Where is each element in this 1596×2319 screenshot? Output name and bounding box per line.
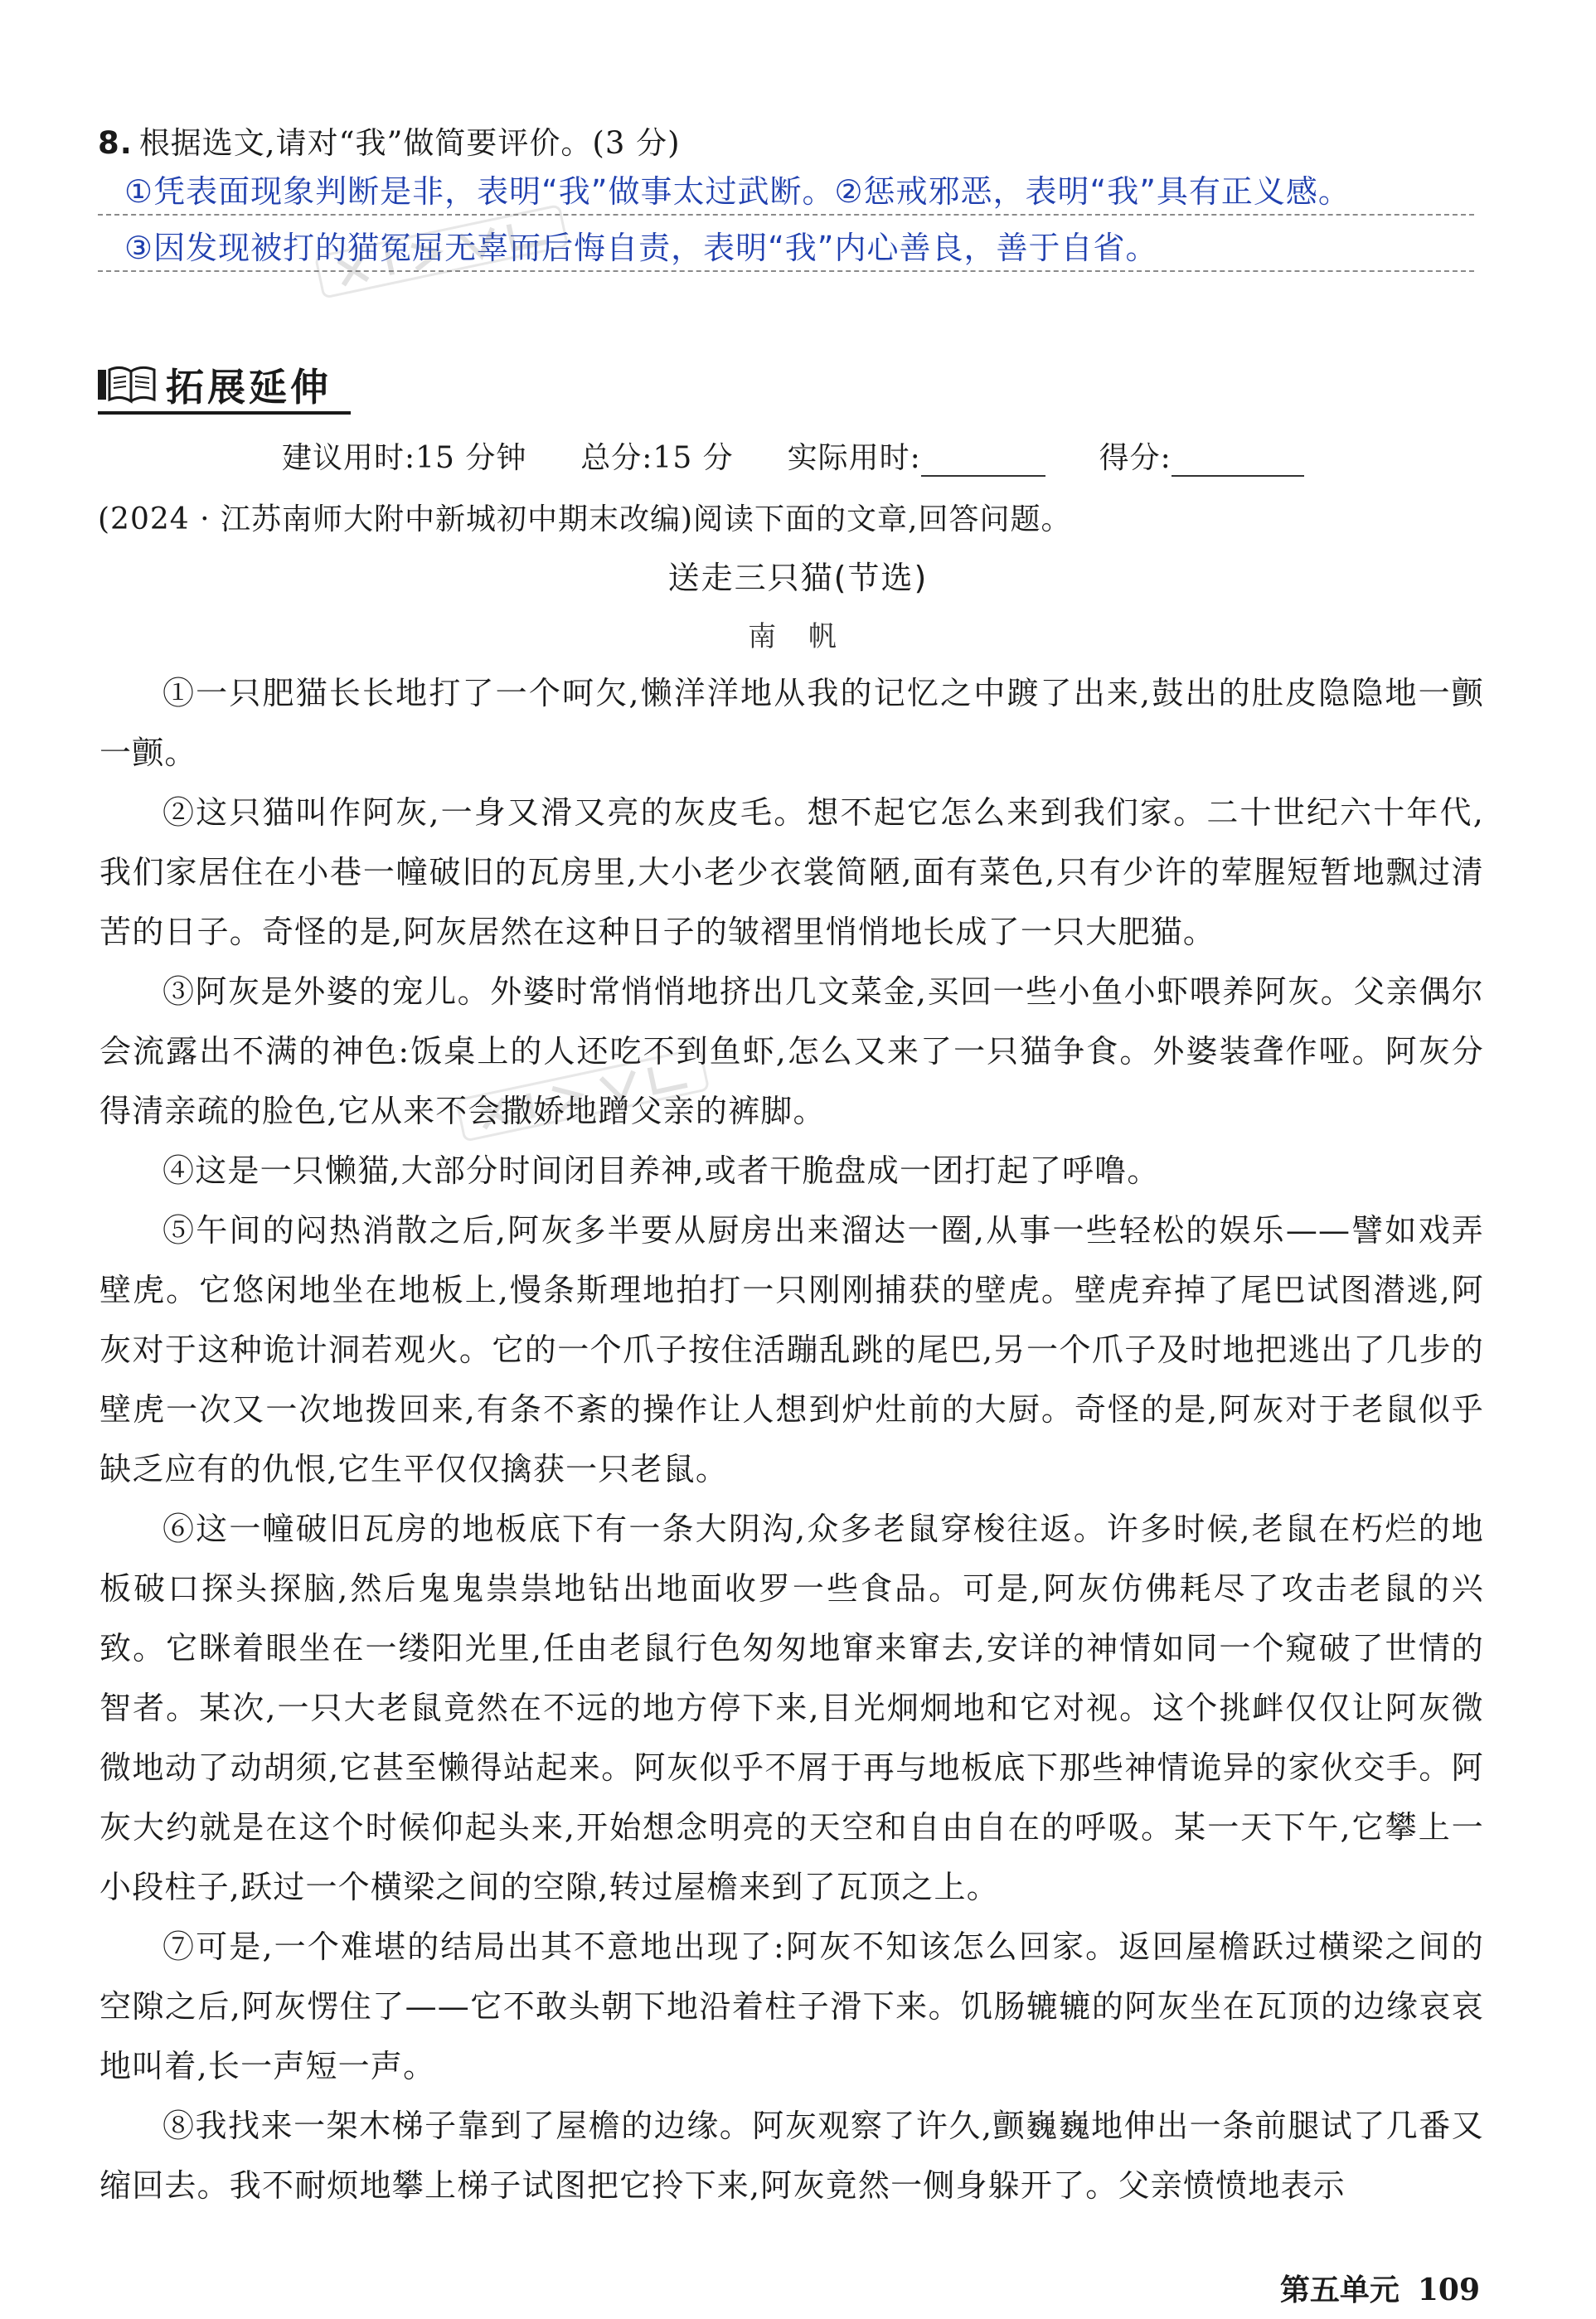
question-number: 8. xyxy=(98,125,133,161)
score-blank[interactable] xyxy=(1172,447,1304,477)
article-author: 南 帆 xyxy=(748,620,848,653)
suggested-time: 建议用时:15 分钟 xyxy=(282,441,527,475)
page-footer xyxy=(1280,2267,1480,2309)
actual-time-blank[interactable] xyxy=(921,447,1045,477)
section-underline xyxy=(98,411,351,415)
time-score-line xyxy=(282,434,1304,477)
answer-line-2: ③因发现被打的猫冤屈无辜而后悔自责，表明“我”内心善良，善于自省。 xyxy=(124,230,1158,266)
paragraph: ⑤午间的闷热消散之后,阿灰多半要从厨房出来溜达一圈,从事一些轻松的娱乐——譬如戏弄壁虎。它悠闲地坐在地板上,慢条斯理地拍打一只刚刚捕获的壁虎。壁虎弃掉了尾巴试图潜逃,阿灰对于这种诡计洞若观火。它的一个爪子按住活蹦乱跳的尾巴,另一个爪子及时地把逃出了几步的壁虎一次又一次地拨回来,有条不紊的操作让人想到炉灶前的大厨。奇怪的是,阿灰对于老鼠似乎缺乏应有的仇恨,它生平仅仅擒获一只老鼠。 xyxy=(99,1212,1484,1487)
score-label: 得分: xyxy=(1099,441,1172,475)
article-title: 送走三只猫(节选) xyxy=(667,560,929,596)
paragraph: ④这是一只懒猫,大部分时间闭目养神,或者干脆盘成一团打起了呼噜。 xyxy=(163,1152,1160,1189)
watermark-logo-icon xyxy=(311,196,575,307)
total-score: 总分:15 分 xyxy=(580,441,734,475)
paragraph: ⑥这一幢破旧瓦房的地板底下有一条大阴沟,众多老鼠穿梭往返。许多时候,老鼠在朽烂的地板破口探头探脑,然后鬼鬼祟祟地钻出地面收罗一些食品。可是,阿灰仿佛耗尽了攻击老鼠的兴致。它眯着眼坐在一缕阳光里,任由老鼠行色匆匆地窜来窜去,安详的神情如同一个窥破了世情的智者。某次,一只大老鼠竟然在不远的地方停下来,目光炯炯地和它对视。这个挑衅仅仅让阿灰微微地动了动胡须,它甚至懒得站起来。阿灰似乎不屑于再与地板底下那些神情诡异的家伙交手。阿灰大约就是在这个时候仰起头来,开始想念明亮的天空和自由自在的呼吸。某一天下午,它攀上一小段柱子,跃过一个横梁之间的空隙,转过屋檐来到了瓦顶之上。 xyxy=(99,1511,1484,1905)
paragraph: ①一只肥猫长长地打了一个呵欠,懒洋洋地从我的记忆之中踱了出来,鼓出的肚皮隐隐地一颤一颤。 xyxy=(99,675,1484,771)
page-number: 109 xyxy=(1417,2273,1480,2307)
paragraph: ②这只猫叫作阿灰,一身又滑又亮的灰皮毛。想不起它怎么来到我们家。二十世纪六十年代,我们家居住在小巷一幢破旧的瓦房里,大小老少衣裳简陋,面有菜色,只有少许的荤腥短暂地飘过清苦的日子。奇怪的是,阿灰居然在这种日子的皱褶里悄悄地长成了一只大肥猫。 xyxy=(99,794,1484,950)
section-header xyxy=(98,358,332,411)
answer-rule-1 xyxy=(98,214,1474,216)
paragraph: ③阿灰是外婆的宠儿。外婆时常悄悄地挤出几文菜金,买回一些小鱼小虾喂养阿灰。父亲偶尔会流露出不满的神色:饭桌上的人还吃不到鱼虾,怎么又来了一只猫争食。外婆装聋作哑。阿灰分得清亲疏的脸色,它从来不会撒娇地蹭父亲的裤脚。 xyxy=(99,973,1484,1129)
article-body xyxy=(99,663,1484,2215)
open-book-icon xyxy=(98,363,158,406)
question-prompt: 根据选文,请对“我”做简要评价。(3 分) xyxy=(138,125,681,161)
paragraph: ⑧我找来一架木梯子靠到了屋檐的边缘。阿灰观察了许久,颤巍巍地伸出一条前腿试了几番又缩回去。我不耐烦地攀上梯子试图把它拎下来,阿灰竟然一侧身躲开了。父亲愤愤地表示 xyxy=(99,2108,1484,2204)
source-line: (2024 · 江苏南师大附中新城初中期末改编)阅读下面的文章,回答问题。 xyxy=(98,502,1072,536)
answer-line-1: ①凭表面现象判断是非，表明“我”做事太过武断。②惩戒邪恶，表明“我”具有正义感。 xyxy=(124,173,1351,210)
answer-rule-2 xyxy=(98,270,1474,272)
section-title: 拓展延伸 xyxy=(166,365,332,410)
paragraph: ⑦可是,一个难堪的结局出其不意地出现了:阿灰不知该怎么回家。返回屋檐跃过横梁之间的空隙之后,阿灰愣住了——它不敢头朝下地沿着柱子滑下来。饥肠辘辘的阿灰坐在瓦顶的边缘哀哀地叫着,长一声短一声。 xyxy=(99,1928,1484,2084)
actual-time-label: 实际用时: xyxy=(787,441,921,475)
unit-label: 第五单元 xyxy=(1279,2273,1400,2307)
question-8 xyxy=(98,118,681,163)
